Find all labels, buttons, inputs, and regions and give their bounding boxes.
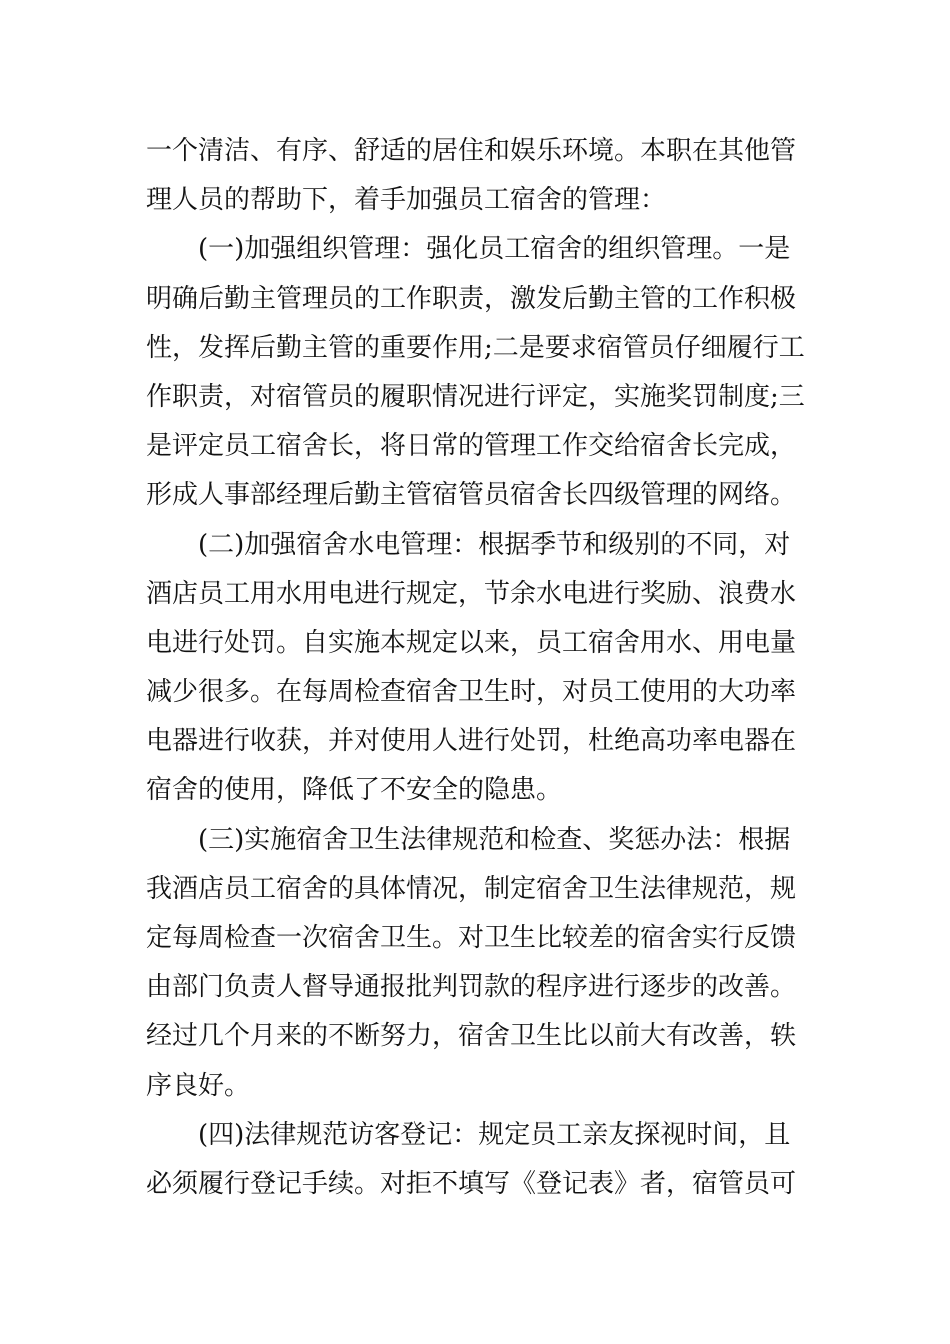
text-line: 经过几个月来的不断努力，宿舍卫生比以前大有改善，轶: [146, 1021, 797, 1052]
text-line: 是评定员工宿舍长，将日常的管理工作交给宿舍长完成，: [146, 431, 797, 462]
text-line: 序良好。: [146, 1070, 251, 1101]
section-heading-line: (三)实施宿舍卫生法律规范和检查、奖惩办法：根据: [198, 824, 791, 855]
text-line: 电器进行收获，并对使用人进行处罚，杜绝高功率电器在: [146, 726, 797, 757]
text-line: 作职责，对宿管员的履职情况进行评定，实施奖罚制度;三: [146, 381, 805, 412]
text-line: 宿舍的使用，降低了不安全的隐患。: [146, 775, 563, 806]
text-line: 一个清洁、有序、舒适的居住和娱乐环境。本职在其他管: [146, 136, 797, 166]
text-line: 定每周检查一次宿舍卫生。对卫生比较差的宿舍实行反馈: [146, 923, 797, 953]
text-line: 电进行处罚。自实施本规定以来，员工宿舍用水、用电量: [146, 627, 797, 658]
text-line: 酒店员工用水用电进行规定，节余水电进行奖励、浪费水: [146, 578, 797, 609]
text-line: 性，发挥后勤主管的重要作用;二是要求宿管员仔细履行工: [146, 332, 805, 363]
document-body: [146, 127, 811, 1209]
text-line: 由部门负责人督导通报批判罚款的程序进行逐步的改善。: [146, 972, 797, 1003]
text-line: 明确后勤主管理员的工作职责，激发后勤主管的工作积极: [146, 283, 797, 314]
text-line: 必须履行登记手续。对拒不填写《登记表》者，宿管员可: [146, 1168, 797, 1199]
text-line: 形成人事部经理后勤主管宿管员宿舍长四级管理的网络。: [146, 480, 797, 511]
text-line: 理人员的帮助下，着手加强员工宿舍的管理：: [146, 185, 667, 216]
section-heading-line: (二)加强宿舍水电管理：根据季节和级别的不同，对: [198, 529, 791, 560]
text-line: 减少很多。在每周检查宿舍卫生时，对员工使用的大功率: [146, 677, 797, 708]
section-heading-line: (四)法律规范访客登记：规定员工亲友探视时间，且: [198, 1119, 791, 1150]
text-line: 我酒店员工宿舍的具体情况，制定宿舍卫生法律规范，规: [146, 873, 797, 904]
section-heading-line: (一)加强组织管理：强化员工宿舍的组织管理。一是: [198, 234, 791, 265]
